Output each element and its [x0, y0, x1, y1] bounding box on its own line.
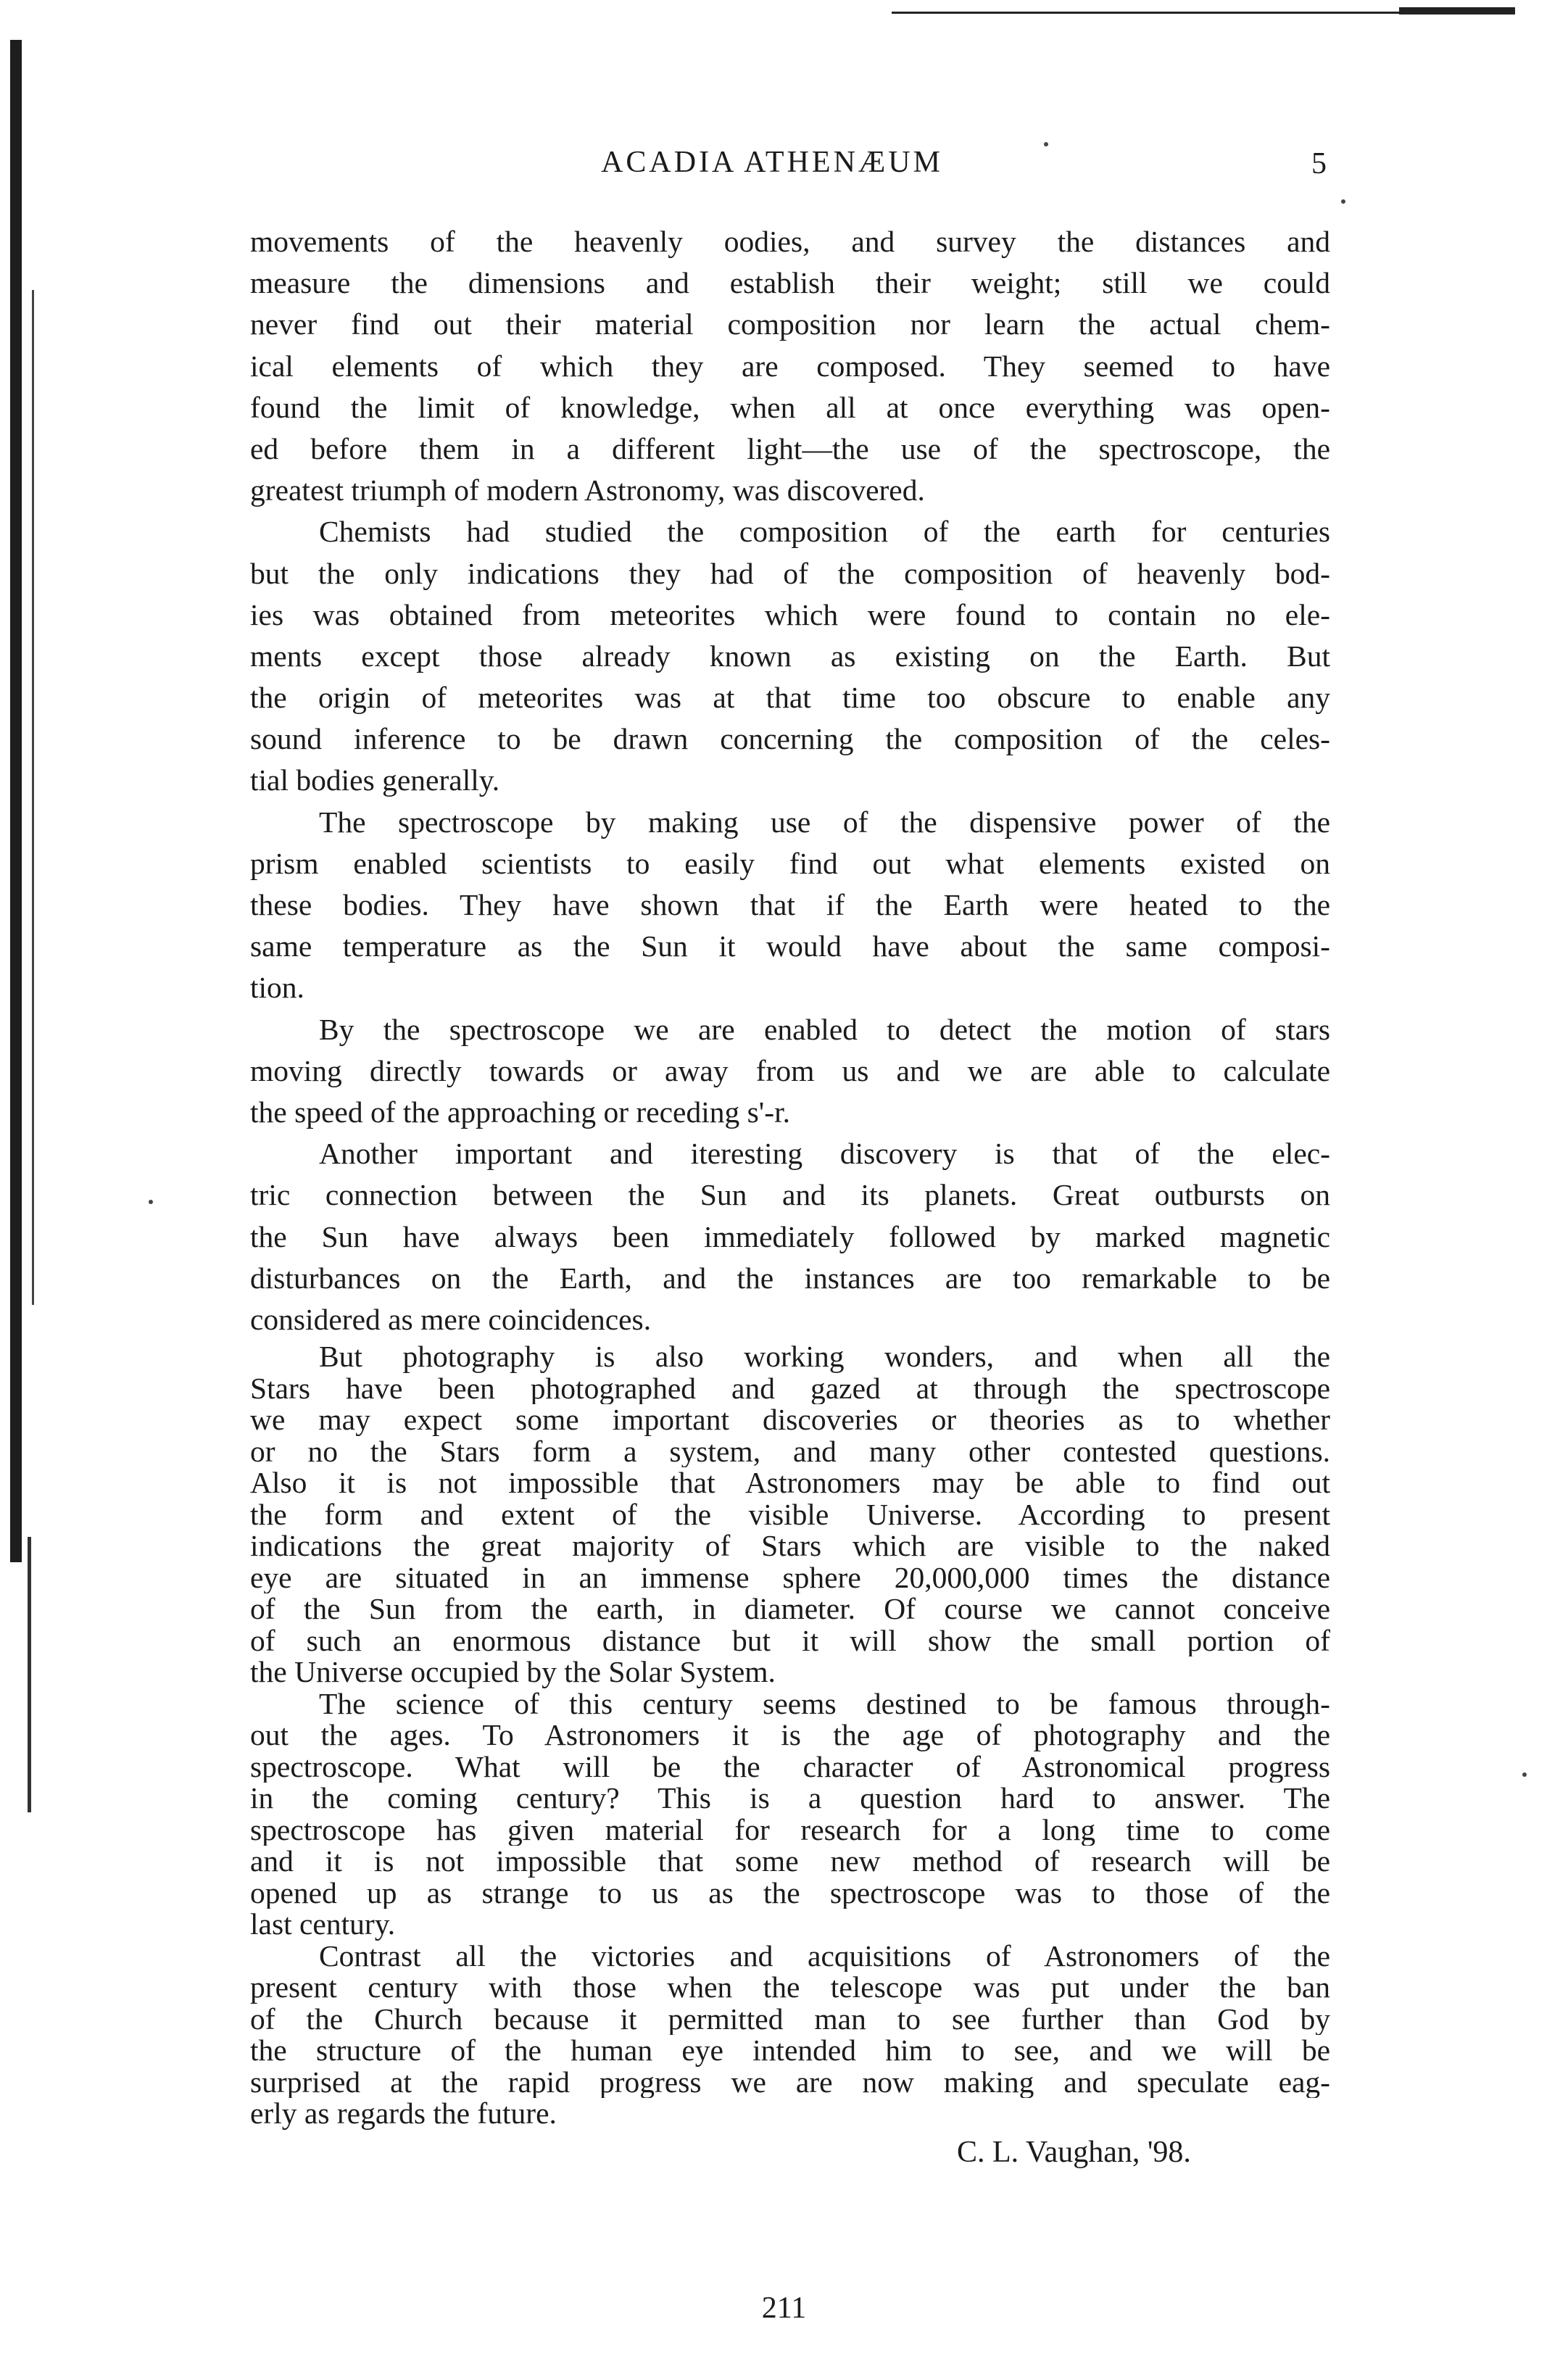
binding-edge-line — [32, 290, 34, 1305]
text-line: surprised at the rapid progress we are now making and speculate eag- — [250, 2066, 1330, 2098]
text-line: greatest triumph of modern Astronomy, was discovered. — [250, 473, 925, 507]
text-line: the origin of meteorites was at that time too obscure to enable any — [250, 681, 1330, 715]
text-line: but the only indications they had of the composition of heavenly bod- — [250, 556, 1330, 590]
text-line: these bodies. They have shown that if the Earth were heated to the — [250, 888, 1330, 921]
top-rule-heavy — [1399, 7, 1515, 14]
text-line: Another important and iteresting discovery is that of the elec- — [319, 1137, 1330, 1171]
text-line: ed before them in a different light—the use of the spectroscope, the — [250, 431, 1330, 465]
binding-edge-mark — [28, 1537, 31, 1812]
author-signature: C. L. Vaughan, '98. — [957, 2136, 1191, 2169]
text-line: eye are situated in an immense sphere 20,000,000 times the distance — [250, 1562, 1330, 1593]
text-line: tion. — [250, 971, 304, 1005]
top-rule — [892, 12, 1399, 14]
text-line: The science of this century seems destined to be famous through- — [319, 1688, 1330, 1720]
text-line: prism enabled scientists to easily find out what elements existed on — [250, 846, 1330, 880]
text-line: disturbances on the Earth, and the instances are too remarkable to be — [250, 1261, 1330, 1295]
text-line: considered as mere coincidences. — [250, 1302, 652, 1336]
running-title: ACADIA ATHENÆUM — [601, 146, 943, 179]
text-line: the form and extent of the visible Universe. According to present — [250, 1498, 1330, 1530]
text-line: Also it is not impossible that Astronomers may be able to find out — [250, 1467, 1330, 1499]
text-line: ical elements of which they are composed. They seemed to have — [250, 349, 1330, 383]
scan-speck — [149, 1200, 153, 1204]
text-line: measure the dimensions and establish their weight; still we could — [250, 266, 1330, 300]
text-line: the Sun have always been immediately followed by marked magnetic — [250, 1219, 1330, 1253]
text-line: erly as regards the future. — [250, 2098, 557, 2130]
text-line: opened up as strange to us as the spectroscope was to those of the — [250, 1877, 1330, 1909]
text-line: But photography is also working wonders, and when all the — [319, 1341, 1330, 1373]
text-line: out the ages. To Astronomers it is the age of photography and the — [250, 1720, 1330, 1751]
running-header — [217, 145, 1327, 188]
text-line: present century with those when the telescope was put under the ban — [250, 1972, 1330, 2004]
text-line: sound inference to be drawn concerning the composition of the celes- — [250, 722, 1330, 756]
text-line: The spectroscope by making use of the dispensive power of the — [319, 805, 1330, 839]
text-line: tric connection between the Sun and its planets. Great outbursts on — [250, 1178, 1330, 1212]
text-line: the speed of the approaching or receding s'-r. — [250, 1095, 790, 1129]
header-page-number: 5 — [1311, 147, 1327, 181]
text-line: we may expect some important discoveries or theories as to whether — [250, 1404, 1330, 1436]
text-line: Contrast all the victories and acquisitions of Astronomers of the — [319, 1940, 1330, 1972]
text-line: last century. — [250, 1909, 396, 1941]
text-line: Chemists had studied the composition of the earth for centuries — [319, 515, 1330, 549]
text-line: tial bodies generally. — [250, 763, 500, 797]
text-line: or no the Stars form a system, and many other contested questions. — [250, 1435, 1330, 1467]
text-line: the structure of the human eye intended him to see, and we will be — [250, 2035, 1330, 2067]
text-line: indications the great majority of Stars which are visible to the naked — [250, 1530, 1330, 1562]
folio-page-number: 211 — [761, 2292, 807, 2325]
text-line: and it is not impossible that some new method of research will be — [250, 1846, 1330, 1878]
text-line: found the limit of knowledge, when all at once everything was open- — [250, 390, 1330, 424]
text-line: ments except those already known as existing on the Earth. But — [250, 639, 1330, 673]
text-line: spectroscope has given material for research for a long time to come — [250, 1814, 1330, 1846]
scan-speck — [1341, 199, 1345, 204]
text-line: in the coming century? This is a question hard to answer. The — [250, 1783, 1330, 1815]
text-line: of such an enormous distance but it will show the small portion of — [250, 1625, 1330, 1656]
text-line: same temperature as the Sun it would have about the same composi- — [250, 929, 1330, 963]
article-text-lower — [250, 1341, 1330, 2130]
text-line: movements of the heavenly oodies, and survey the distances and — [250, 225, 1330, 258]
text-line: of the Sun from the earth, in diameter. Of course we cannot conceive — [250, 1593, 1330, 1625]
text-line: moving directly towards or away from us and we are able to calculate — [250, 1053, 1330, 1087]
text-line: the Universe occupied by the Solar System. — [250, 1656, 776, 1688]
text-line: ies was obtained from meteorites which were found to contain no ele- — [250, 597, 1330, 631]
article-text-upper — [250, 221, 1330, 1340]
text-line: Stars have been photographed and gazed at through the spectroscope — [250, 1372, 1330, 1404]
text-line: By the spectroscope we are enabled to detect the motion of stars — [319, 1012, 1330, 1046]
text-line: spectroscope. What will be the character of Astronomical progress — [250, 1751, 1330, 1783]
text-line: never find out their material composition nor learn the actual chem- — [250, 307, 1330, 341]
binding-edge-shadow — [10, 40, 22, 1562]
text-line: of the Church because it permitted man to see further than God by — [250, 2003, 1330, 2035]
scan-speck — [1522, 1772, 1527, 1777]
